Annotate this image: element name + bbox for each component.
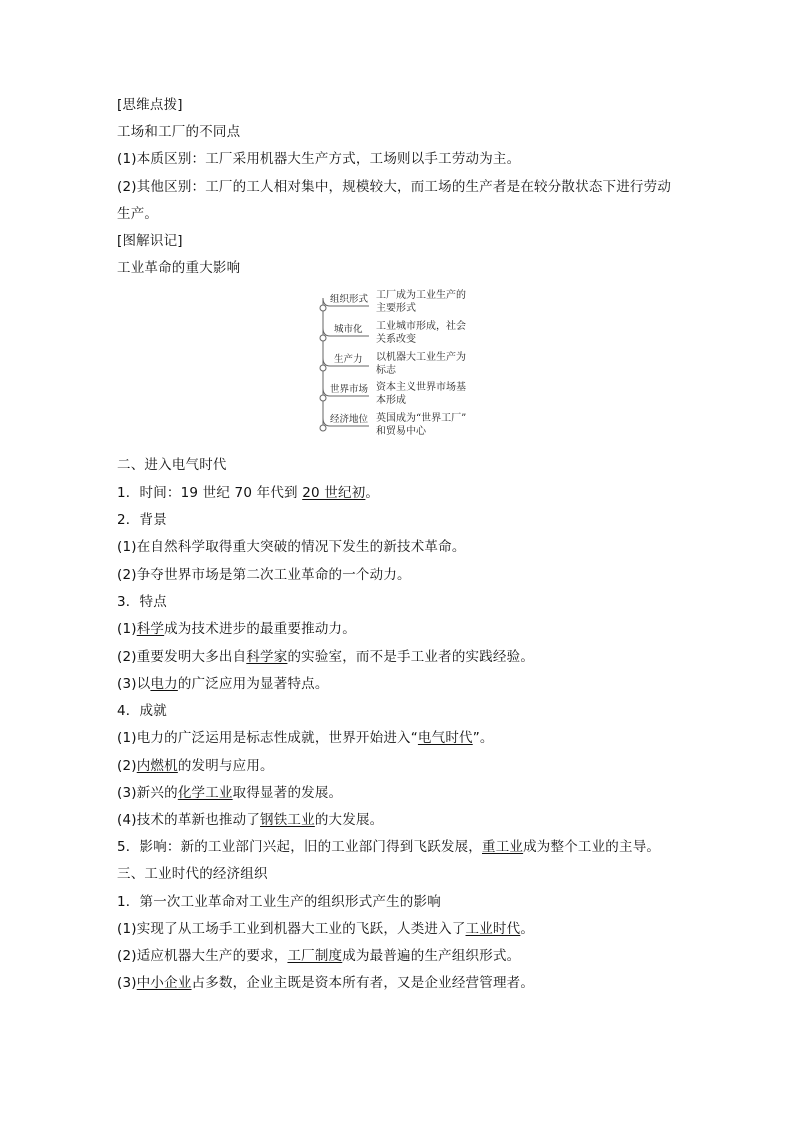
electric-age-achievement-2 [117,756,274,776]
text-segment: (2)重要发明大多出自 [117,649,247,665]
text-segment: 的实验室，而不是手工业者的实践经验。 [287,649,535,665]
electric-age-achievement-3 [117,783,342,803]
key-term: 钢铁工业 [260,812,315,828]
economic-org-title: 三、工业时代的经济组织 [117,866,268,882]
diagram-branch-0 [320,288,466,314]
text-segment: 。 [520,921,535,937]
key-term: 电气时代 [417,730,473,746]
diagram-branch-text: 英国成为“世界工厂” [376,413,467,424]
electric-age-time [117,483,379,503]
text-segment: (3) [117,975,137,991]
electric-age-achievement-1 [117,728,494,748]
electric-age-impact [117,837,660,857]
diagram-branch-label: 生产力 [334,354,363,365]
text-segment: 成为最普遍的生产组织形式。 [342,948,521,964]
diagram-branch-4 [320,411,466,437]
text-segment: 成为整个工业的主导。 [523,839,661,855]
text-segment: (1)实现了从工场手工业到机器大工业的飞跃，人类进入了 [117,921,466,937]
thinking-tip-item-2-line-1: (2)其他区别：工厂的工人相对集中，规模较大，而工场的生产者是在较分散状态下进行劳动 [117,179,672,195]
diagram-branch-text: 关系改变 [376,334,416,345]
diagram-branch-text: 和贸易中心 [376,426,426,437]
key-term: 工业时代 [465,921,521,937]
text-segment: (2) [117,758,137,774]
impact-diagram [314,284,489,442]
economic-org-sub-1: 1．第一次工业革命对工业生产的组织形式产生的影响 [117,894,441,910]
electric-age-title: 二、进入电气时代 [117,457,227,473]
key-term: 科学 [136,621,165,637]
thinking-tip-subheading: 工场和工厂的不同点 [117,124,241,140]
diagram-branch-text: 工厂成为工业生产的 [376,290,466,301]
diagram-branch-text: 主要形式 [376,303,416,314]
text-segment: (1) [117,621,137,637]
economic-org-item-1 [117,919,534,939]
diagram-tip-subheading: 工业革命的重大影响 [117,260,241,276]
text-segment: (4)技术的革新也推动了 [117,812,261,828]
electric-age-feature-2 [117,647,534,667]
thinking-tip-item-2-line-2: 生产。 [117,206,159,222]
text-segment: ”。 [472,730,494,746]
economic-org-item-3 [117,973,534,993]
diagram-branch-label: 经济地位 [330,414,369,425]
electric-age-background-1: (1)在自然科学取得重大突破的情况下发生的新技术革命。 [117,539,466,555]
diagram-branch-2 [320,350,466,376]
text-segment: 的发明与应用。 [177,758,274,774]
diagram-branch-text: 以机器大工业生产为 [376,352,466,363]
text-segment: 的广泛应用为显著特点。 [177,676,329,692]
thinking-tip-heading: [思维点拨] [117,97,183,113]
thinking-tip-item-1: (1)本质区别：工厂采用机器大生产方式，工场则以手工劳动为主。 [117,151,521,167]
text-segment: 成为技术进步的最重要推动力。 [164,621,356,637]
electric-age-background-2: (2)争夺世界市场是第二次工业革命的一个动力。 [117,567,411,583]
electric-age-achievements-title: 4．成就 [117,703,167,719]
text-segment: (1)电力的广泛运用是标志性成就，世界开始进入“ [117,730,418,746]
electric-age-feature-3 [117,674,329,694]
text-segment: 1．时间：19 世纪 70 年代到 [117,485,303,501]
key-term: 重工业 [482,839,524,855]
diagram-tip-heading: [图解识记] [117,233,183,249]
key-term: 内燃机 [136,758,178,774]
key-term: 中小企业 [136,975,192,991]
diagram-branch-3 [320,380,466,406]
diagram-branch-label: 城市化 [334,324,363,335]
diagram-branch-text: 本形成 [376,395,406,406]
electric-age-achievement-4 [117,810,383,830]
text-segment: (3)以 [117,676,151,692]
diagram-branch-label: 组织形式 [330,294,369,305]
electric-age-background-title: 2．背景 [117,512,167,528]
text-segment: 5．影响：新的工业部门兴起，旧的工业部门得到飞跃发展， [117,839,482,855]
text-segment: 的大发展。 [314,812,384,828]
text-segment: 。 [365,485,380,501]
electric-age-features-title: 3．特点 [117,594,167,610]
diagram-branch-text: 资本主义世界市场基 [376,382,466,393]
diagram-branch-label: 世界市场 [330,384,369,395]
text-segment: (3)新兴的 [117,785,178,801]
electric-age-feature-1 [117,619,356,639]
diagram-branch-text: 工业城市形成，社会 [376,321,466,332]
key-term: 科学家 [246,649,288,665]
key-term: 化学工业 [177,785,233,801]
diagram-branch-1 [320,319,466,345]
key-term: 电力 [150,676,178,692]
key-term: 20 世纪初 [302,485,366,501]
text-segment: (2)适应机器大生产的要求， [117,948,288,964]
diagram-branch-text: 标志 [376,365,396,376]
text-segment: 取得显著的发展。 [232,785,343,801]
text-segment: 占多数，企业主既是资本所有者，又是企业经营管理者。 [191,975,535,991]
economic-org-item-2 [117,946,520,966]
key-term: 工厂制度 [287,948,343,964]
